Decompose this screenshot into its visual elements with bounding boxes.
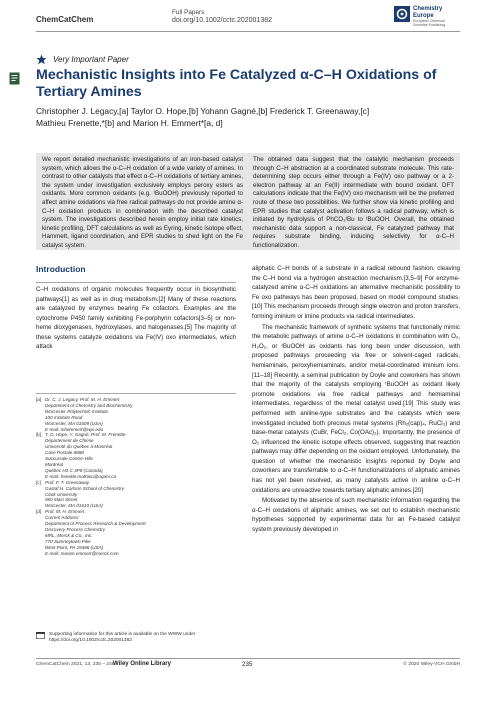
- affiliation-line: Clark University: [45, 491, 78, 497]
- affiliation-line: Prof. F. T. Greenaway: [45, 479, 90, 485]
- body-paragraph: Motivated by the absence of such mechanistic information regarding the α-C–H oxidations of aliphatic amines, we set out to establish mechanistic hypotheses supported by experimental data for an Fe-based catalyst system previously developed in: [252, 497, 460, 534]
- header-meta: [172, 9, 272, 25]
- abstract-box: [36, 153, 460, 250]
- wiley-online-library-link[interactable]: Wiley Online Library: [113, 661, 171, 667]
- affiliation-line: Department of Chemistry and Biochemistry: [45, 402, 133, 408]
- publisher-name-2: Europe: [413, 12, 434, 19]
- affiliation-line: Department of Process Research & Development: [45, 521, 146, 527]
- publisher-name-1: Chemistry: [413, 6, 443, 12]
- affiliation-line: Current Address:: [45, 515, 80, 521]
- affiliation-line: Succursale Centre-Ville: [45, 456, 93, 462]
- page-number: 235: [242, 661, 253, 668]
- affiliation-line: MRL, Merck & Co., Inc.: [45, 532, 93, 538]
- vip-badge: [36, 54, 129, 65]
- affiliation-line: Université du Québec à Montréal: [45, 444, 113, 450]
- affiliation-line: Prof. M. H. Emmert: [45, 509, 85, 515]
- affiliation-line: 770 Sumneytown Pike: [45, 538, 91, 544]
- abstract-left: We report detailed mechanistic investigations of an iron-based catalyst system, which allows the α-C–H oxidation of a wide variety of amines. In contrast to other catalysts that effect α-C–H oxidations of tertiary amines, the system under investigation exclusively employs peroxy esters as oxidants. More common oxidants (e.g. ᵗBuOOH) previously reported to affect amine oxidations via free radical pathways do not provide amine α-C–H oxidation products in combination with the described catalyst system. The investigations described herein employ initial rate kinetics, kinetic profiling, DFT calculations as well as Eyring, kinetic isotope effect, Hammett, ligand coordination, and EPR studies to shed light on the Fe catalyst system.: [42, 156, 243, 249]
- authors-line: Christopher J. Legacy,[a] Taylor O. Hope,[b] Yohann Gagné,[b] Frederick T. Greenaway,[c]: [36, 106, 370, 116]
- affiliation-line: E-mail: marion.emmert@merck.com: [45, 550, 119, 556]
- affiliation-line: Case Postale 8888: [45, 450, 84, 456]
- affiliation-divider: [36, 393, 236, 394]
- affiliation-entry: [36, 397, 236, 432]
- affiliation-line: Québec H3 C 3P8 (Canada): [45, 467, 103, 473]
- heading-divider: [36, 282, 236, 283]
- intro-paragraph: C–H oxidations of organic molecules frequently occur in biosynthetic pathways[1] as well as in drug metabolism.[2] Many of these reactions are catalyzed by enzymes bearing Fe cofactors. Examples are the cytochrome P450 family exhibiting Fe-porphyrin cofactors[3–5] or non-heme dioxygenases, hydroxylases, and halogenases.[5] The majority of these systems catalyze oxidations via Fe(IV) oxo intermediates, which attack: [36, 286, 236, 350]
- affiliation-entry: [36, 509, 236, 556]
- affiliation-line: E-mail: frenette.mathieu@uqam.ca: [45, 473, 117, 479]
- star-icon: [36, 54, 47, 65]
- affiliation-tag: [c]: [36, 479, 41, 485]
- publisher-sub-1: European Chemical: [413, 19, 445, 24]
- body-paragraph: The mechanistic framework of synthetic systems that functionally mimic the metabolic pathways of amine α-C–H oxidations in combination with O₂, H₂O₂, or ᵗBuOOH as oxidants has long been under discussion, with proposed pathways proceeding via free or solvent-caged radicals, hemiaminals, peroxyhemiaminals, and/or metal-coordinated iminium ions.[11–18] Recently, a seminal publication by Doyle and coworkers has shown that the majority of the catalysts employing ᵗBuOOH as oxidant likely promote oxidations via free radical pathways and hemiaminal intermediates, regardless of the metal catalyst used.[19] This study was performed with aniline-type substrates and the catalysts which were investigated included both precious metal systems (Rh₂(cap)₄, RuCl₃) and base-metal catalysts (CuBr, FeCl₂, Co(OAc)₂). Importantly, the presence of O₂ influenced the kinetic isotope effects observed, suggesting that reaction pathways may differ depending on the oxidant employed. Unfortunately, the question of whether the mechanistic insights reported by Doyle and coworkers are transferrable to α-C–H functionalizations of aliphatic amines has not yet been resolved, as many catalysts active in aniline α-C–H oxidations are unreactive towards tertiary aliphatic amines.[20]: [252, 323, 460, 494]
- doi-link[interactable]: doi.org/10.1002/cctc.202001382: [172, 17, 273, 24]
- abstract-right: The obtained data suggest that the catalytic mechanism proceeds through C–H abstraction at a coordinated substrate molecule. This rate-determining step occurs either through a Fe(IV) oxo pathway or a 2-electron pathway at an Fe(II) intermediate with bound oxidant. DFT calculations indicate that the Fe(IV) oxo mechanism will be the preferred route of these two possibilities. We further show via kinetic profiling and EPR studies that catalyst activation follows a radical pathway, which is initiated by hydrolysis of PhCO₃ᵗBu to ᵗBuOOH. Overall, the obtained mechanistic data support a non-classical, Fe catalyzed pathway that requires substrate binding, inducing selectivity for α-C–H functionalization.: [253, 156, 454, 249]
- authors-line: Mathieu Frenette,*[b] and Marion H. Emmert*[a, d]: [36, 117, 223, 128]
- affiliation-line: Discovery Process Chemistry: [45, 526, 105, 532]
- affiliation-line: Département de Chimie: [45, 438, 94, 444]
- affiliation-line: 950 Main Street: [45, 497, 78, 503]
- affiliation-line: Worcester, MA 01609 (USA): [45, 420, 103, 426]
- publisher-logo: [394, 6, 445, 28]
- section-heading: Introduction: [36, 264, 86, 274]
- vip-label: Very Important Paper: [53, 55, 129, 64]
- article-section: Full Papers: [172, 9, 205, 16]
- journal-name: ChemCatChem: [36, 15, 94, 24]
- affiliations: [36, 397, 236, 556]
- affiliation-line: West Point, PA 19486 (USA): [45, 544, 104, 550]
- right-column: [252, 264, 460, 536]
- supporting-info-text[interactable]: Supporting information for this article is available on the WWW under https://doi.org/10.1002/cctc.202001382: [49, 632, 196, 643]
- publisher-sub-2: Societies Publishing: [413, 23, 446, 28]
- header-divider: [36, 31, 460, 32]
- affiliation-line: Gustaf H. Carlson School of Chemistry: [45, 485, 124, 491]
- footer-citation: ChemCatChem 2021, 13, 235 – 246: [36, 662, 115, 667]
- affiliation-entry: [36, 480, 236, 510]
- supporting-info: [36, 632, 236, 644]
- affiliation-line: Dr. C. J. Legacy, Prof. M. H. Emmert: [45, 397, 120, 402]
- affiliation-tag: [b]: [36, 432, 42, 438]
- footer-divider: [36, 658, 460, 659]
- body-paragraph: aliphatic C–H bonds of a substrate in a radical rebound fashion, cleaving the C–H bond via a hydrogen abstraction mechanism.[3,5–9] For enzyme-catalyzed amine α-C–H oxidations an alternative mechanistic possibility to Fe oxo pathways has been proposed, based on model compound studies.[10] This mechanism proceeds through single electron and proton transfers, forming iminium or imine products via radical intermediates.: [252, 265, 460, 320]
- affiliation-entry: [36, 432, 236, 479]
- document-icon: [9, 72, 20, 85]
- footer-copyright: © 2020 Wiley-VCH GmbH: [403, 662, 460, 667]
- affiliation-tag: [d]: [36, 509, 42, 515]
- affiliation-line: Worcester Polytechnic Institute: [45, 408, 109, 414]
- article-title: Mechanistic Insights into Fe Catalyzed α-C–H Oxidations of Tertiary Amines: [36, 67, 437, 100]
- www-icon: [36, 632, 45, 639]
- affiliation-line: T. O. Hope, Y. Gagné, Prof. M. Frenette: [45, 432, 126, 438]
- affiliation-line: Worcester, MA 01610 (USA): [45, 503, 103, 509]
- affiliation-line: E-mail: mhemmert@wpi.edu: [45, 426, 104, 432]
- affiliation-line: Montréal: [45, 461, 63, 467]
- affiliation-line: 100 Institute Road: [45, 414, 83, 420]
- affiliation-tag: [a]: [36, 397, 42, 402]
- chemistry-europe-logo-icon: [394, 6, 410, 22]
- author-list: [36, 106, 466, 129]
